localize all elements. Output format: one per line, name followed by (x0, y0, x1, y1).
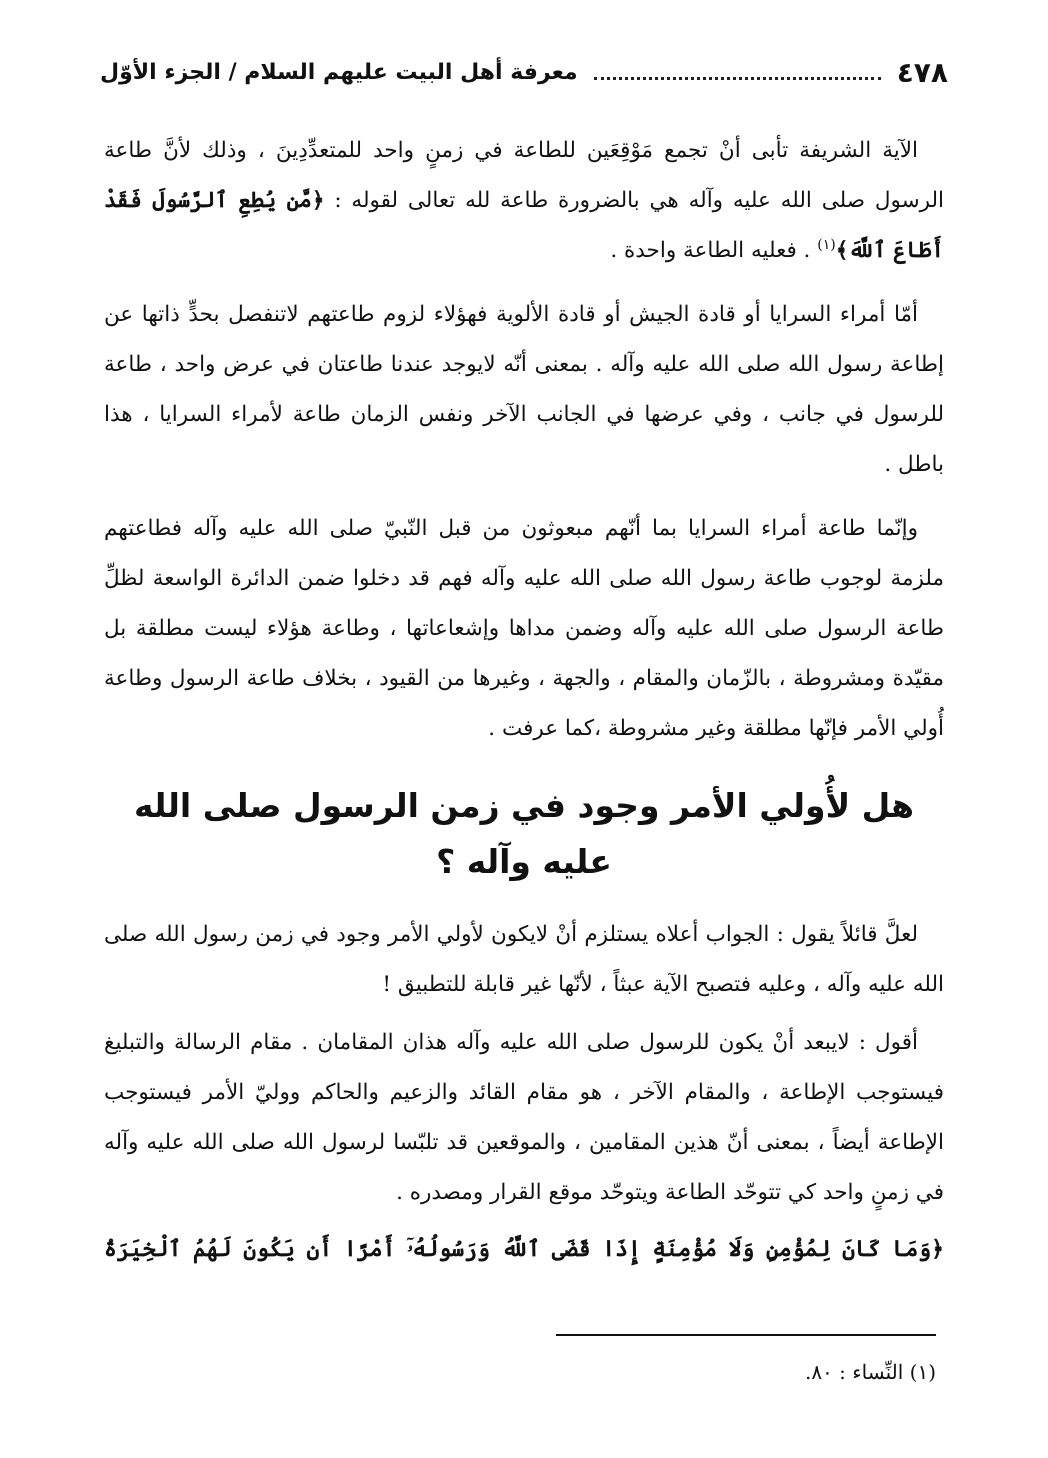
quran-quote: ﴿مَّن يُطِعِ ٱلرَّسُولَ فَقَدْ أَطَاعَ ٱللَّهَ﴾ (104, 188, 944, 263)
paragraph: أمّا أمراء السرايا أو قادة الجيش أو قادة الألوية فهؤلاء لزوم طاعتهم لاتنفصل بحدٍّ ذاتها عن إطاعة رسول الله صلى الله عليه وآله . بمعنى أنّه لايوجد عندنا طاعتان في عرض واحد ، طاعة للرسول في جانب ، وفي عرضها في الجانب الآخر ونفس الزمان طاعة لأمراء السرايا ، هذا باطل . (104, 302, 944, 477)
paragraph-text: . فعليه الطاعة واحدة . (610, 238, 811, 263)
footnote-separator (556, 1334, 936, 1336)
running-header (100, 50, 948, 94)
paragraph: أقول : لايبعد أنْ يكون للرسول صلى الله عليه وآله هذان المقامان . مقام الرسالة والتبليغ فيستوجب الإطاعة ، والمقام الآخر ، هو مقام القائد والزعيم والحاكم ووليّ الأمر فيستوجب الإطاعة أيضاً ، بمعنى أنّ هذين المقامين ، والموقعين قد تلبّسا لرسول الله صلى الله عليه وآله في زمنٍ واحد كي تتوحّد الطاعة ويتوحّد موقع القرار ومصدره . (104, 1030, 944, 1205)
paragraph (104, 126, 944, 276)
footnote-reference: (١) (817, 236, 836, 253)
paragraph: وإنّما طاعة أمراء السرايا بما أنّهم مبعوثون من قبل النّبيّ صلى الله عليه وآله فطاعتهم ملزمة لوجوب طاعة رسول الله صلى الله عليه وآله فهم قد دخلوا ضمن الدائرة الواسعة لظلِّ طاعة الرسول صلى الله عليه وآله وضمن مداها وإشعاعاتها ، وطاعة هؤلاء ليست مطلقة بل مقيّدة ومشروطة ، بالزّمان والمقام ، والجهة ، وغيرها من القيود ، بخلاف طاعة الرسول وطاعة أُولي الأمر فإنّها مطلقة وغير مشروطة ،كما عرفت . (104, 516, 944, 741)
header-dot-leader (594, 77, 881, 80)
quran-verse-line: ﴿وَمَا كَانَ لِمُؤْمِنٍ وَلَا مُؤْمِنَةٍ إِذَا قَضَى ٱللَّهُ وَرَسُولُهُۥٓ أَمْرًا أَن يَكُونَ لَهُمُ ٱلْخِيَرَةُ (104, 1236, 944, 1262)
main-text (104, 126, 944, 1272)
page-number: ٤٧٨ (896, 55, 948, 89)
footnote: (١) النِّساء : ٨٠. (804, 1360, 936, 1384)
book-title: معرفة أهل البيت عليهم السلام / الجزء الأوّل (100, 59, 578, 85)
section-heading: هل لأُولي الأمر وجود في زمن الرسول صلى الله عليه وآله ؟ (134, 786, 914, 881)
paragraph-text: الآية الشريفة تأبى أنْ تجمع مَوْقِعَين للطاعة في زمنٍ واحد للمتعدِّدِينَ ، وذلك لأنَّ طاعة الرسول صلى الله عليه وآله هي بالضرورة طاعة لله تعالى لقوله : (104, 138, 945, 213)
paragraph: لعلَّ قائلاً يقول : الجواب أعلاه يستلزم أنْ لايكون لأولي الأمر وجود في زمن رسول الله صلى الله عليه وآله ، وعليه فتصبح الآية عبثاً ، لأنّها غير قابلة للتطبيق ! (104, 922, 944, 997)
